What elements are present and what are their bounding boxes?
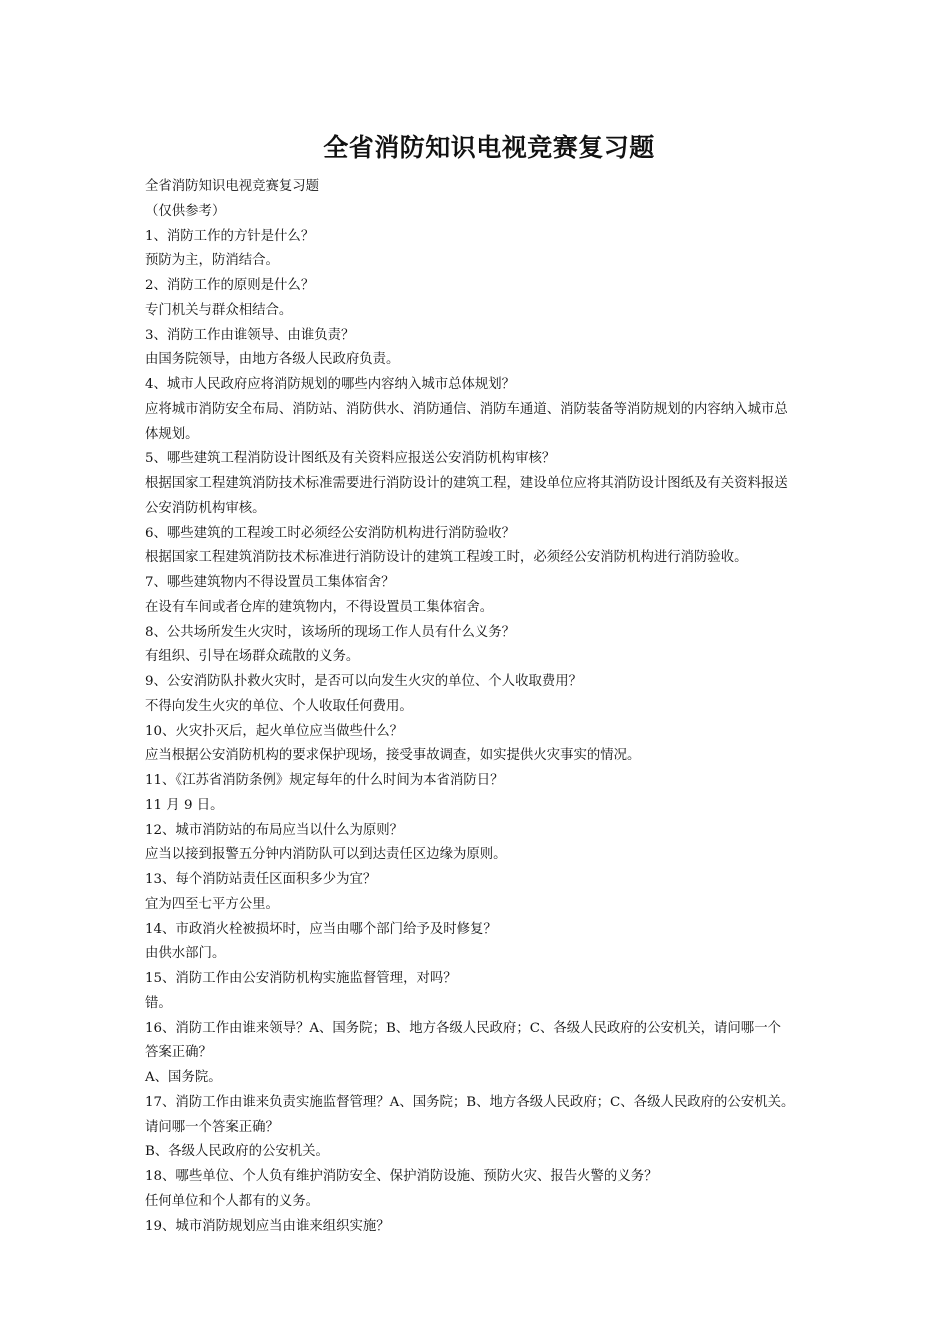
text-line: 13、每个消防站责任区面积多少为宜？ xyxy=(145,872,377,887)
document-title: 全省消防知识电视竞赛复习题 xyxy=(323,133,655,162)
text-line: 9、公安消防队扑救火灾时，是否可以向发生火灾的单位、个人收取费用？ xyxy=(145,674,583,689)
text-line: 应当以接到报警五分钟内消防队可以到达责任区边缘为原则。 xyxy=(145,847,507,863)
text-line: 1、消防工作的方针是什么？ xyxy=(145,228,315,244)
text-line: 错。 xyxy=(145,995,172,1011)
text-line: 公安消防机构审核。 xyxy=(145,500,266,516)
text-line: 在设有车间或者仓库的建筑物内，不得设置员工集体宿舍。 xyxy=(145,599,494,615)
text-line: 19、城市消防规划应当由谁来组织实施？ xyxy=(145,1218,390,1234)
text-line: 7、哪些建筑物内不得设置员工集体宿舍？ xyxy=(145,575,395,590)
text-line: 8、公共场所发生火灾时，该场所的现场工作人员有什么义务？ xyxy=(145,624,516,640)
text-line: 全省消防知识电视竞赛复习题 xyxy=(145,179,320,194)
text-line: 根据国家工程建筑消防技术标准进行消防设计的建筑工程竣工时，必须经公安消防机构进行消防验收。 xyxy=(145,550,748,566)
text-line: 2、消防工作的原则是什么？ xyxy=(145,278,315,293)
text-line: 由国务院领导，由地方各级人民政府负责。 xyxy=(145,352,400,368)
text-line: （仅供参考） xyxy=(145,203,226,219)
text-line: 11、《江苏省消防条例》规定每年的什么时间为本省消防日？ xyxy=(145,773,504,788)
document-body xyxy=(145,175,845,1239)
text-line: 5、哪些建筑工程消防设计图纸及有关资料应报送公安消防机构审核？ xyxy=(145,451,556,467)
text-line: 由供水部门。 xyxy=(145,946,226,962)
text-line: 15、消防工作由公安消防机构实施监督管理，对吗？ xyxy=(145,971,457,986)
text-line: 3、消防工作由谁领导、由谁负责？ xyxy=(145,327,355,343)
text-line: 12、城市消防站的布局应当以什么为原则？ xyxy=(145,822,404,838)
text-line: 专门机关与群众相结合。 xyxy=(145,302,293,318)
text-line: 答案正确？ xyxy=(145,1045,212,1061)
text-line: 根据国家工程建筑消防技术标准需要进行消防设计的建筑工程，建设单位应将其消防设计图纸及有关资料报送 xyxy=(145,476,788,491)
text-line: 11 月 9 日。 xyxy=(145,797,224,813)
text-line: 18、哪些单位、个人负有维护消防安全、保护消防设施、预防火灾、报告火警的义务？ xyxy=(145,1169,658,1184)
text-line: 有组织、引导在场群众疏散的义务。 xyxy=(145,649,360,665)
text-line: 不得向发生火灾的单位、个人收取任何费用。 xyxy=(145,698,413,714)
text-line: 14、市政消火栓被损坏时，应当由哪个部门给予及时修复？ xyxy=(145,921,497,937)
text-line: 任何单位和个人都有的义务。 xyxy=(145,1193,320,1209)
text-line: 宜为四至七平方公里。 xyxy=(145,896,279,912)
text-line: B、各级人民政府的公安机关。 xyxy=(145,1144,329,1160)
text-line: 6、哪些建筑的工程竣工时必须经公安消防机构进行消防验收？ xyxy=(145,525,516,541)
text-line: 预防为主，防消结合。 xyxy=(145,253,279,269)
text-line: 17、消防工作由谁来负责实施监督管理？A、国务院；B、地方各级人民政府；C、各级人民政府的公安机关。 xyxy=(145,1094,795,1110)
text-line: 应将城市消防安全布局、消防站、消防供水、消防通信、消防车通道、消防装备等消防规划的内容纳入城市总 xyxy=(145,401,788,417)
text-line: 体规划。 xyxy=(145,426,199,442)
text-line: A、国务院。 xyxy=(145,1070,222,1085)
text-line: 16、消防工作由谁来领导？A、国务院；B、地方各级人民政府；C、各级人民政府的公安机关，请问哪一个 xyxy=(145,1020,781,1036)
text-line: 10、火灾扑灭后，起火单位应当做些什么？ xyxy=(145,723,404,739)
text-line: 应当根据公安消防机构的要求保护现场，接受事故调查，如实提供火灾事实的情况。 xyxy=(145,748,641,764)
text-line: 4、城市人民政府应将消防规划的哪些内容纳入城市总体规划？ xyxy=(145,377,516,392)
text-line: 请问哪一个答案正确？ xyxy=(145,1119,279,1135)
